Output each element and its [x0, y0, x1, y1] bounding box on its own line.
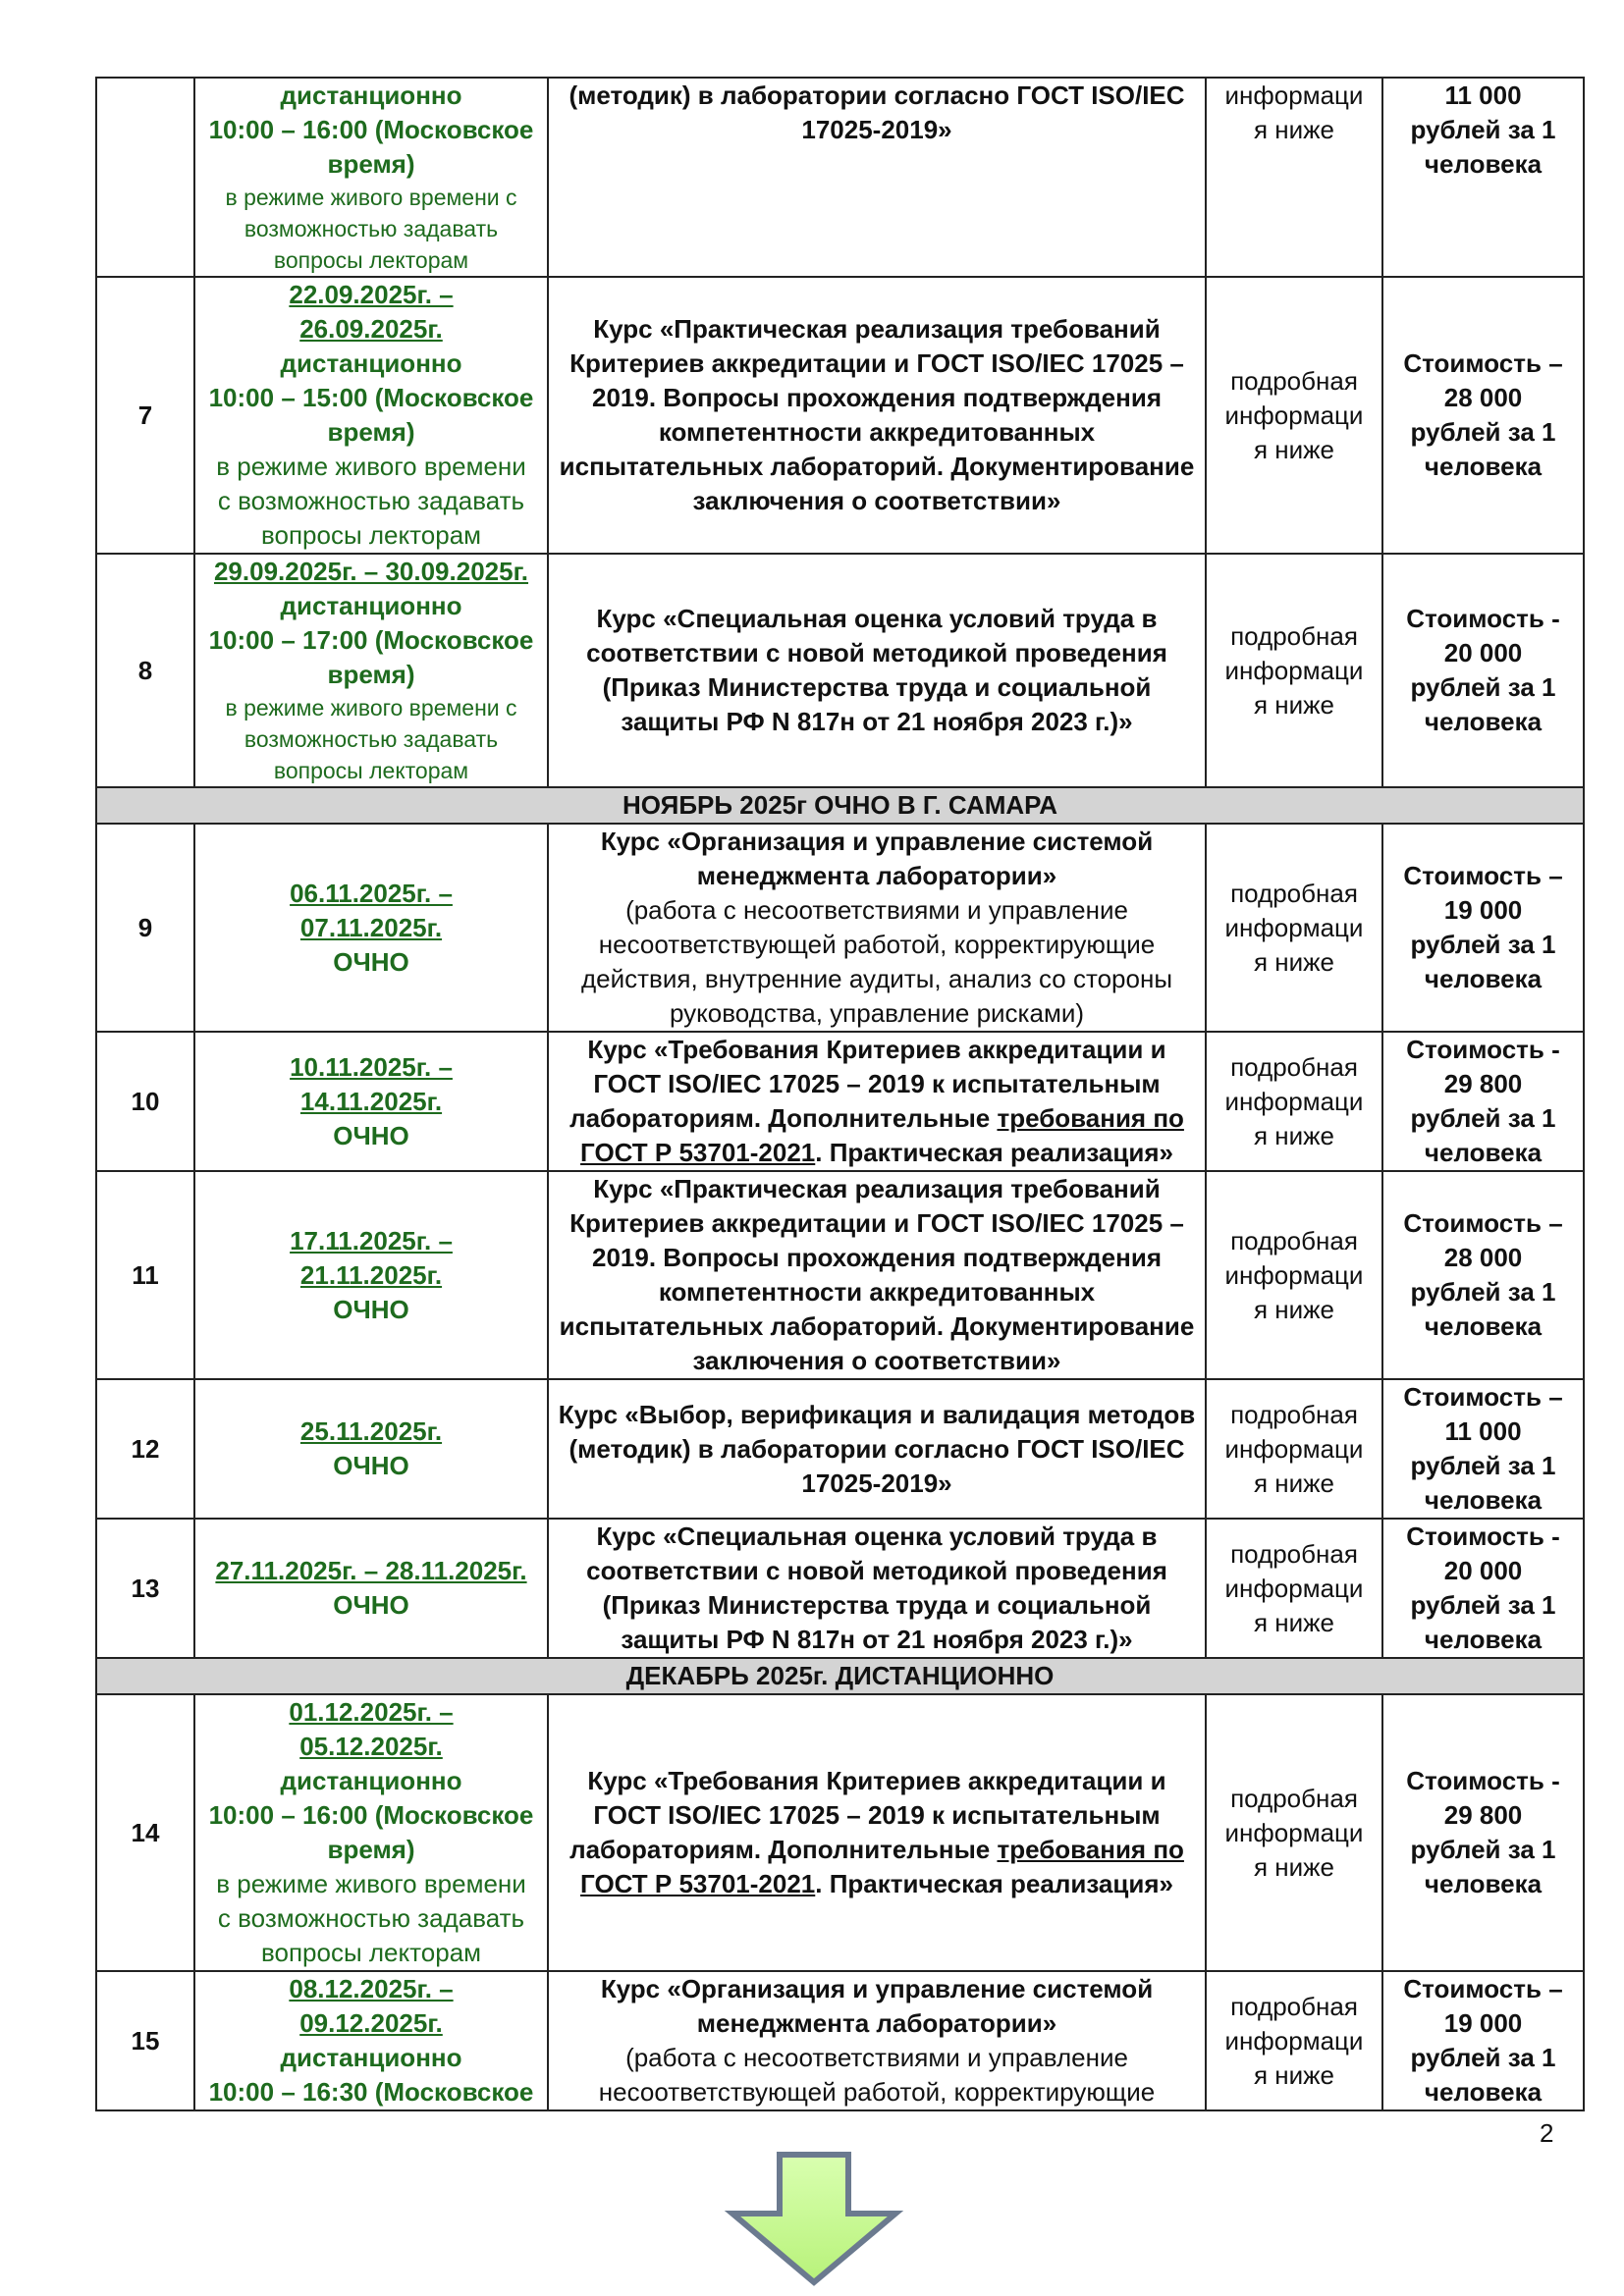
- course-dates: 22.09.2025г. – 26.09.2025г. дистанционно 10:00 – 15:00 (Московское время) в режиме живого времени с возможностью задавать вопросы лекторам: [194, 277, 548, 554]
- course-title: Курс «Требования Критериев аккредитации и ГОСТ ISO/IEC 17025 – 2019 к испытательным лабораториям. Дополнительные требования по ГОСТ Р 53701-2021. Практическая реализация»: [548, 1694, 1206, 1971]
- details-note: подробная информаци я ниже: [1206, 277, 1382, 554]
- course-price: Стоимость - 20 000 рублей за 1 человека: [1382, 554, 1584, 787]
- course-price: Стоимость – 11 000 рублей за 1 человека: [1382, 1379, 1584, 1519]
- course-title: Курс «Практическая реализация требований Критериев аккредитации и ГОСТ ISO/IEC 17025 – 2019. Вопросы прохождения подтверждения компетентности аккредитованных испытательных лабораторий. Документирование заключения о соответствии»: [548, 1171, 1206, 1379]
- course-title: Курс «Выбор, верификация и валидация методов (методик) в лаборатории согласно ГОСТ ISO/IEC 17025-2019»: [548, 1379, 1206, 1519]
- row-number: 11: [96, 1171, 194, 1379]
- table-row: [96, 1032, 1584, 1171]
- row-number: 7: [96, 277, 194, 554]
- table-row: [96, 1694, 1584, 1971]
- course-price: Стоимость – 19 000 рублей за 1 человека: [1382, 1971, 1584, 2110]
- row-number: 9: [96, 824, 194, 1032]
- table-row: [96, 1519, 1584, 1658]
- course-price: Стоимость – 19 000 рублей за 1 человека: [1382, 824, 1584, 1032]
- course-dates: 29.09.2025г. – 30.09.2025г. дистанционно 10:00 – 17:00 (Московское время) в режиме живого времени с возможностью задавать вопросы лекторам: [194, 554, 548, 787]
- details-note: подробная информаци я ниже: [1206, 1032, 1382, 1171]
- details-note: подробная информаци я ниже: [1206, 1519, 1382, 1658]
- down-arrow-icon: [721, 2145, 907, 2292]
- course-dates: 08.12.2025г. – 09.12.2025г. дистанционно 10:00 – 16:30 (Московское: [194, 1971, 548, 2110]
- course-dates: 01.12.2025г. – 05.12.2025г. дистанционно 10:00 – 16:00 (Московское время) в режиме живого времени с возможностью задавать вопросы лекторам: [194, 1694, 548, 1971]
- course-title: Курс «Организация и управление системой менеджмента лаборатории» (работа с несоответствиями и управление несоответствующей работой, корректирующие: [548, 1971, 1206, 2110]
- section-header-december: [96, 1658, 1584, 1694]
- row-number: 8: [96, 554, 194, 787]
- course-title: Курс «Организация и управление системой менеджмента лаборатории» (работа с несоответствиями и управление несоответствующей работой, корректирующие действия, внутренние аудиты, анализ со стороны руководства, управление рисками): [548, 824, 1206, 1032]
- section-title: НОЯБРЬ 2025г ОЧНО В Г. САМАРА: [96, 787, 1584, 824]
- row-number: 15: [96, 1971, 194, 2110]
- table-row: [96, 1971, 1584, 2110]
- course-price: Стоимость – 28 000 рублей за 1 человека: [1382, 1171, 1584, 1379]
- course-dates: дистанционно 10:00 – 16:00 (Московское время) в режиме живого времени с возможностью задавать вопросы лекторам: [194, 78, 548, 277]
- details-note: информаци я ниже: [1206, 78, 1382, 277]
- course-dates: 06.11.2025г. – 07.11.2025г. ОЧНО: [194, 824, 548, 1032]
- course-dates: 10.11.2025г. – 14.11.2025г. ОЧНО: [194, 1032, 548, 1171]
- section-header-november: [96, 787, 1584, 824]
- row-number: 12: [96, 1379, 194, 1519]
- table-row: [96, 1171, 1584, 1379]
- course-title: Курс «Требования Критериев аккредитации и ГОСТ ISO/IEC 17025 – 2019 к испытательным лабораториям. Дополнительные требования по ГОСТ Р 53701-2021. Практическая реализация»: [548, 1032, 1206, 1171]
- course-title: Курс «Практическая реализация требований Критериев аккредитации и ГОСТ ISO/IEC 17025 – 2019. Вопросы прохождения подтверждения компетентности аккредитованных испытательных лабораторий. Документирование заключения о соответствии»: [548, 277, 1206, 554]
- course-price: Стоимость - 29 800 рублей за 1 человека: [1382, 1694, 1584, 1971]
- details-note: подробная информаци я ниже: [1206, 1171, 1382, 1379]
- row-number: 13: [96, 1519, 194, 1658]
- course-price: Стоимость - 29 800 рублей за 1 человека: [1382, 1032, 1584, 1171]
- row-number: 14: [96, 1694, 194, 1971]
- row-number: 10: [96, 1032, 194, 1171]
- details-note: подробная информаци я ниже: [1206, 554, 1382, 787]
- course-price: Стоимость - 20 000 рублей за 1 человека: [1382, 1519, 1584, 1658]
- course-dates: 25.11.2025г. ОЧНО: [194, 1379, 548, 1519]
- course-dates: 27.11.2025г. – 28.11.2025г. ОЧНО: [194, 1519, 548, 1658]
- details-note: подробная информаци я ниже: [1206, 1379, 1382, 1519]
- table-row: [96, 277, 1584, 554]
- details-note: подробная информаци я ниже: [1206, 824, 1382, 1032]
- course-title: (методик) в лаборатории согласно ГОСТ ISO/IEC 17025-2019»: [548, 78, 1206, 277]
- course-price: Стоимость – 28 000 рублей за 1 человека: [1382, 277, 1584, 554]
- schedule-table: [95, 77, 1585, 2111]
- details-note: подробная информаци я ниже: [1206, 1971, 1382, 2110]
- table-row: [96, 1379, 1584, 1519]
- row-number: [96, 78, 194, 277]
- course-dates: 17.11.2025г. – 21.11.2025г. ОЧНО: [194, 1171, 548, 1379]
- table-row: [96, 78, 1584, 277]
- course-title: Курс «Специальная оценка условий труда в соответствии с новой методикой проведения (Приказ Министерства труда и социальной защиты РФ N 817н от 21 ноября 2023 г.)»: [548, 1519, 1206, 1658]
- course-title: Курс «Специальная оценка условий труда в соответствии с новой методикой проведения (Приказ Министерства труда и социальной защиты РФ N 817н от 21 ноября 2023 г.)»: [548, 554, 1206, 787]
- page-number: 2: [1540, 2118, 1554, 2148]
- details-note: подробная информаци я ниже: [1206, 1694, 1382, 1971]
- section-title: ДЕКАБРЬ 2025г. ДИСТАНЦИОННО: [96, 1658, 1584, 1694]
- table-row: [96, 824, 1584, 1032]
- course-price: 11 000 рублей за 1 человека: [1382, 78, 1584, 277]
- table-row: [96, 554, 1584, 787]
